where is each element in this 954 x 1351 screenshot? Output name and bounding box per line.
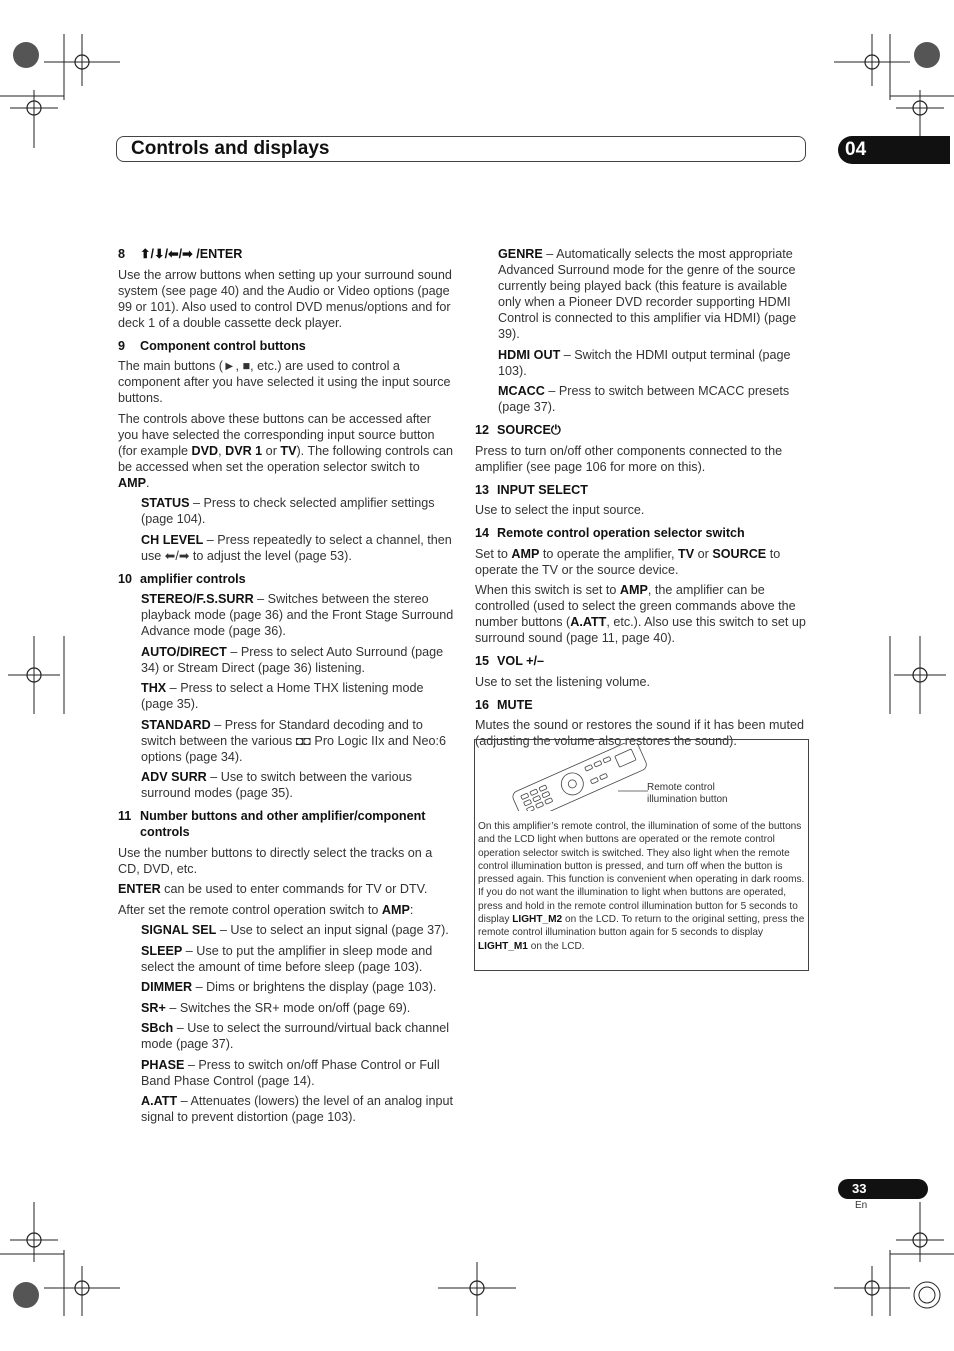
- section-14-body-2: When this switch is set to AMP, the amplifier can be controlled (used to select the green commands above the number buttons (A.ATT, etc.). Also use this switch to set up surround sound (page 11, page 40).: [475, 583, 806, 645]
- after-amp-text: After set the remote control operation switch to AMP:: [118, 902, 414, 917]
- page-title: Controls and displays: [131, 138, 330, 159]
- note-paragraph-1: On this amplifier’s remote control, the illumination of some of the buttons and the LCD light when buttons are operated or the remote control operation selector switch is switched. They also light when the remote control illumination button is pressed, and turn off when the button is pressed again. This function is convenient when operating in dark rooms.: [478, 821, 805, 886]
- section-9-body-1: The main buttons (►, ■, etc.) are used to control a component after you have selected it using the input source buttons.: [118, 359, 451, 405]
- section-15-heading: 15 VOL +/–: [475, 654, 545, 668]
- section-8-body: Use the arrow buttons when setting up your surround sound system (see page 40) and the Audio or Video options (page 99 or 101). Also used to control DVD menus/options and for deck 1 of a double cassette deck player.: [118, 267, 452, 330]
- section-14-heading: 14 Remote control operation selector switch: [475, 526, 745, 540]
- section-8-heading: 8 ⬆/⬇/⬅/➡ /ENTER: [118, 247, 243, 261]
- standard-item: STANDARD – Press for Standard decoding and to switch between the various ◘◘ Pro Logic IIx and Neo:6 options (page 34).: [141, 717, 447, 764]
- left-column: [118, 246, 454, 1130]
- language-code: En: [855, 1200, 868, 1211]
- signal-sel-item: SIGNAL SEL – Use to select an input signal (page 37).: [141, 923, 449, 937]
- sleep-item: SLEEP – Use to put the amplifier in sleep mode and select the amount of time before sleep (page 103).: [141, 943, 433, 974]
- adv-surr-item: ADV SURR – Use to switch between the various surround modes (page 35).: [141, 770, 412, 800]
- hdmi-out-item: HDMI OUT – Switch the HDMI output terminal (page 103).: [498, 347, 791, 378]
- section-9-heading: 9 Component control buttons: [118, 338, 306, 353]
- section-14-body-1: Set to AMP to operate the amplifier, TV or SOURCE to operate the TV or the source device.: [475, 546, 781, 577]
- remote-control-illustration: [508, 743, 648, 811]
- illumination-note-text: [478, 820, 806, 953]
- phase-item: PHASE – Press to switch on/off Phase Control or Full Band Phase Control (page 14).: [141, 1057, 440, 1088]
- stereo-item: STEREO/F.S.SURR – Switches between the stereo playback mode (page 36) and the Front Stage Surround Advance mode (page 36).: [141, 592, 454, 638]
- chapter-number: 04: [845, 139, 867, 160]
- auto-direct-item: AUTO/DIRECT – Press to select Auto Surround (page 34) or Stream Direct (page 36) listening.: [141, 644, 444, 675]
- section-13-heading: 13 INPUT SELECT: [475, 482, 588, 497]
- thx-item: THX – Press to select a Home THX listening mode (page 35).: [141, 681, 424, 711]
- section-15-body: Use to set the listening volume.: [475, 674, 651, 689]
- note-paragraph-2: If you do not want the illumination to light when buttons are operated, press and hold in the remote control illumination button for 5 seconds to display LIGHT_M2 on the LCD. To return to the original setting, press the remote control illumination button again for 5 seconds to display LIGHT_M1 on the LCD.: [478, 887, 805, 952]
- arrow-icons: ⬆/⬇/⬅/➡: [140, 247, 193, 261]
- status-item: STATUS – Press to check selected amplifier settings (page 104).: [141, 496, 435, 526]
- section-10-heading: 10 amplifier controls: [118, 571, 246, 586]
- chapter-tab: [838, 136, 950, 164]
- page-number-tab: [838, 1179, 928, 1199]
- section-13-body: Use to select the input source.: [475, 503, 645, 517]
- ch-level-item: CH LEVEL – Press repeatedly to select a channel, then use ⬅/➡ to adjust the level (page 53).: [141, 532, 452, 563]
- section-11-heading: 11 Number buttons and other amplifier/component controls: [118, 809, 426, 839]
- a-att-item: A.ATT – Attenuates (lowers) the level of an analog input signal to prevent distortion (page 103).: [141, 1094, 453, 1124]
- section-16-body: Mutes the sound or restores the sound if it has been muted (adjusting the volume also restores the sound).: [475, 718, 805, 748]
- section-12-heading: 12 SOURCE⏻: [475, 423, 561, 437]
- section-12-body: Press to turn on/off other components connected to the amplifier (see page 106 for more on this).: [475, 443, 783, 474]
- illumination-button-caption: Remote control illumination button: [647, 782, 728, 805]
- mcacc-item: MCACC – Press to switch between MCACC presets (page 37).: [498, 384, 790, 414]
- sr-plus-item: SR+ – Switches the SR+ mode on/off (page 69).: [141, 1000, 411, 1015]
- page-number: 33: [852, 1181, 867, 1196]
- enter-item: ENTER can be used to enter commands for TV or DTV.: [118, 882, 428, 896]
- dimmer-item: DIMMER – Dims or brightens the display (page 103).: [141, 980, 437, 994]
- section-11-body: Use the number buttons to directly select the tracks on a CD, DVD, etc.: [118, 845, 433, 876]
- section-9-body-2: The controls above these buttons can be accessed after you have selected the corresponding input source button (for example DVD, DVR 1 or TV). The following controls can be accessed when set the operation selector switch to AMP.: [118, 411, 454, 490]
- sbch-item: SBch – Use to select the surround/virtual back channel mode (page 37).: [141, 1021, 450, 1051]
- right-column: [475, 246, 809, 754]
- section-16-heading: 16 MUTE: [475, 697, 533, 712]
- genre-item: GENRE – Automatically selects the most appropriate Advanced Surround mode for the genre of the source currently being played back (this feature is available only when a Pioneer DVD recorder supporting HDMI Control is connected to this amplifier via HDMI) (page 39).: [498, 247, 797, 341]
